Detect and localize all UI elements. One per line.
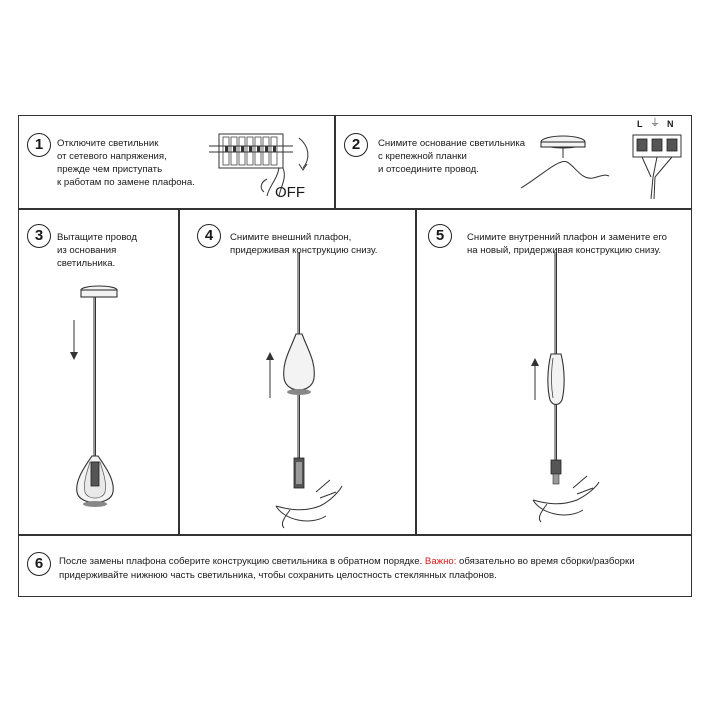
step-6-text-line1 <box>59 555 635 569</box>
step-6-number: 6 <box>27 552 51 576</box>
step-6-text: После замены плафона соберите конструкцию светильника в обратном порядке. <box>59 556 423 567</box>
step-6-panel <box>18 535 692 597</box>
step-4-number: 4 <box>197 224 221 248</box>
step-5-text: Снимите внутренний плафон и замените его на новый, придерживая конструкцию снизу. <box>467 232 667 256</box>
step-1-panel <box>18 115 335 209</box>
step-2-panel <box>335 115 692 209</box>
step-2-number: 2 <box>344 133 368 157</box>
step-1-text: Отключите светильник от сетевого напряжения, прежде чем приступать к работам по замене плафона. <box>57 138 195 188</box>
step-5-panel <box>416 209 692 535</box>
terminal-L-label: L <box>637 119 643 129</box>
step-3-panel <box>18 209 179 535</box>
step-4-text: Снимите внешний плафон, придерживая конструкцию снизу. <box>230 232 378 256</box>
outer-shade-removal-illustration <box>180 210 417 536</box>
step-5-number: 5 <box>428 224 452 248</box>
step-4-panel <box>179 209 416 535</box>
step-1-number: 1 <box>27 133 51 157</box>
terminal-ground-label: ⏚ <box>650 118 660 129</box>
warning-label: Важно: <box>424 556 457 567</box>
warning-text: обязательно во время сборки/разборки <box>459 556 635 567</box>
terminal-block-illustration <box>629 119 689 199</box>
inner-shade-replacement-illustration <box>417 210 693 536</box>
pendule-lamp-illustration <box>19 210 180 536</box>
off-label: OFF <box>275 184 305 201</box>
ceiling-base-illustration <box>521 128 611 208</box>
step-2-text: Снимите основание светильника с крепежной планки и отсоедините провод. <box>378 138 526 175</box>
step-3-text: Вытащите провод из основания светильника. <box>57 232 138 269</box>
terminal-N-label: N <box>667 119 674 129</box>
step-6-text-line2: придерживайте нижнюю часть светильника, чтобы сохранить целостность стеклянных плафонов. <box>59 570 497 581</box>
step-3-number: 3 <box>27 224 51 248</box>
